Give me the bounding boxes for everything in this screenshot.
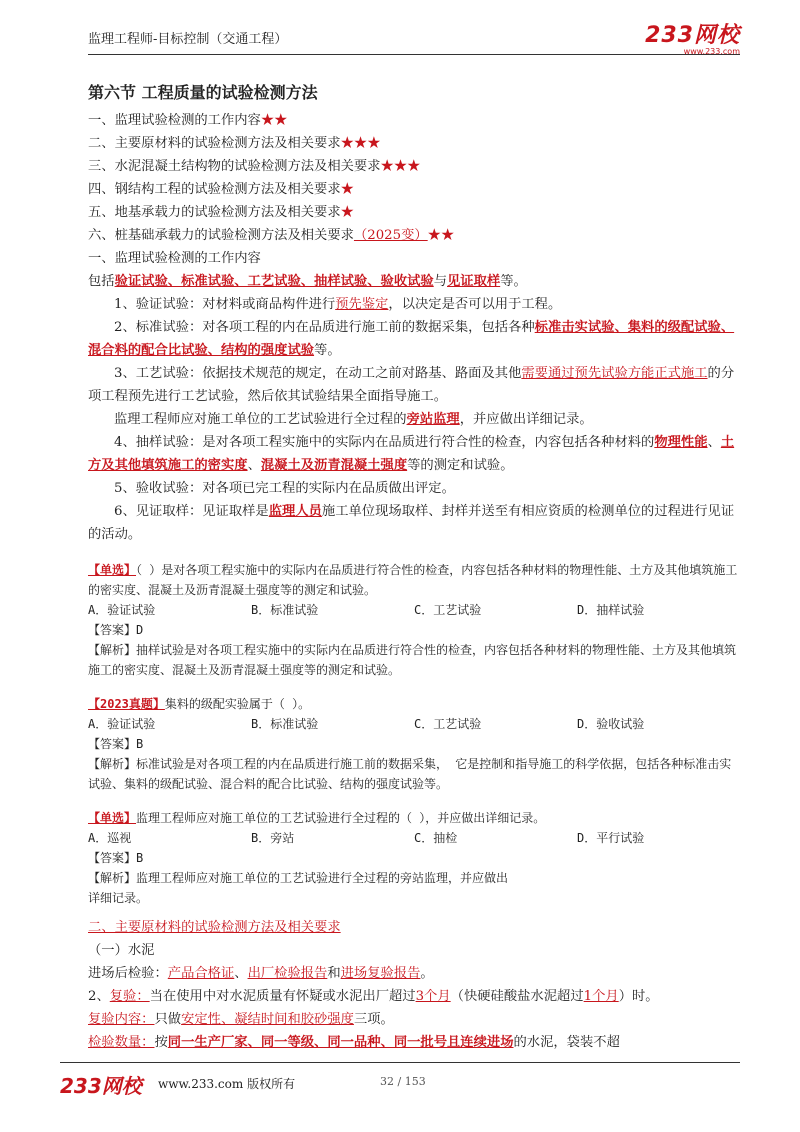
question-options — [88, 600, 740, 620]
question-options — [88, 714, 740, 734]
section-title: 第六节 工程质量的试验检测方法 — [88, 83, 318, 102]
logo-url: www.233.com — [683, 47, 740, 56]
part2-heading: 二、主要原材料的试验检测方法及相关要求 — [88, 920, 341, 935]
para-standard: 2、标准试验：对各项工程的内在品质进行施工前的数据采集，包括各种标准击实试验、集料的级配试验、混合料的配合比试验、结构的强度试验等。 — [88, 320, 735, 358]
para-process: 3、工艺试验：依据技术规范的规定，在动工之前对路基、路面及其他需要通过预先试验方能正式施工的分项工程预先进行工艺试验，然后依其试验结果全面指导施工。 — [88, 366, 735, 404]
option-b: B．标准试验 — [251, 603, 319, 617]
toc-item: 五、地基承载力的试验检测方法及相关要求★ — [88, 205, 354, 220]
toc-item: 六、桩基础承载力的试验检测方法及相关要求（2025变）★★ — [88, 228, 455, 243]
question-3 — [88, 808, 740, 908]
question-options — [88, 828, 740, 848]
option-c: C．工艺试验 — [414, 717, 482, 731]
question-1 — [88, 560, 740, 680]
footer-logo: 233网校 — [60, 1074, 142, 1098]
toc-item: 三、水泥混凝土结构物的试验检测方法及相关要求★★★ — [88, 159, 421, 174]
question-analysis: 【解析】标准试验是对各项工程的内在品质进行施工前的数据采集， 它是控制和指导施工的科学依据，包括各种标准击实试验、集料的级配试验、混合料的配合比试验、结构的强度试验等。 — [88, 757, 732, 791]
toc-item: 四、钢结构工程的试验检测方法及相关要求★ — [88, 182, 354, 197]
cement-retest-content: 复验内容：只做安定性、凝结时间和胶砂强度三项。 — [88, 1012, 394, 1027]
option-d: D．抽样试验 — [577, 603, 645, 617]
footer-rule — [60, 1062, 740, 1063]
cement-quantity: 检验数量：按同一生产厂家、同一等级、同一品种、同一批号且连续进场的水泥，袋装不超 — [88, 1035, 620, 1050]
brand-logo — [645, 18, 740, 56]
header-rule — [88, 54, 740, 55]
cement-retest: 2、复验：当在使用中对水泥质量有怀疑或水泥出厂超过3个月（快硬硅酸盐水泥超过1个月）时。 — [88, 989, 659, 1004]
para-verification: 1、验证试验：对材料或商品构件进行预先鉴定，以决定是否可以用于工程。 — [114, 297, 562, 312]
question-stem: 【2023真题】集料的级配实验属于（ ）。 — [88, 697, 311, 711]
question-analysis: 【解析】抽样试验是对各项工程实施中的实际内在品质进行符合性的检查，内容包括各种材料的物理性能、土方及其他填筑施工的密实度、混凝土及沥青混凝土强度等的测定和试验。 — [88, 643, 737, 677]
part1-intro: 包括验证试验、标准试验、工艺试验、抽样试验、验收试验与见证取样等。 — [88, 274, 527, 289]
option-a: A．验证试验 — [88, 603, 156, 617]
logo-text: 233网校 — [645, 23, 740, 48]
question-answer: 【答案】B — [88, 737, 144, 751]
question-answer: 【答案】D — [88, 623, 144, 637]
footer-copyright: www.233.com 版权所有 — [158, 1077, 296, 1091]
option-b: B．旁站 — [251, 831, 295, 845]
page-content — [88, 80, 740, 1054]
option-c: C．抽检 — [414, 831, 458, 845]
option-d: D．验收试验 — [577, 717, 645, 731]
option-d: D．平行试验 — [577, 831, 645, 845]
part2-subheading: （一）水泥 — [88, 943, 155, 958]
cement-inspection: 进场后检验：产品合格证、出厂检验报告和进场复验报告。 — [88, 966, 434, 981]
question-2 — [88, 694, 740, 794]
page-number: 32 / 153 — [380, 1075, 426, 1088]
para-sampling: 4、抽样试验：是对各项工程实施中的实际内在品质进行符合性的检查，内容包括各种材料的物理性能、土方及其他填筑施工的密实度、混凝土及沥青混凝土强度等的测定和试验。 — [88, 435, 735, 473]
toc-item: 二、主要原材料的试验检测方法及相关要求★★★ — [88, 136, 381, 151]
para-process-supervision: 监理工程师应对施工单位的工艺试验进行全过程的旁站监理，并应做出详细记录。 — [114, 412, 593, 427]
option-a: A．巡视 — [88, 831, 132, 845]
running-header: 监理工程师-目标控制（交通工程） — [88, 32, 288, 47]
toc-list — [88, 109, 740, 247]
option-a: A．验证试验 — [88, 717, 156, 731]
para-acceptance: 5、验收试验：对各项已完工程的实际内在品质做出评定。 — [114, 481, 455, 496]
question-answer: 【答案】B — [88, 851, 144, 865]
part1-heading: 一、监理试验检测的工作内容 — [88, 251, 261, 266]
para-witness: 6、见证取样：见证取样是监理人员施工单位现场取样、封样并送至有相应资质的检测单位的过程进行见证的活动。 — [88, 504, 735, 542]
question-analysis: 【解析】监理工程师应对施工单位的工艺试验进行全过程的旁站监理，并应做出详细记录。 — [88, 871, 509, 905]
option-b: B．标准试验 — [251, 717, 319, 731]
question-stem: 【单选】（ ）是对各项工程实施中的实际内在品质进行符合性的检查，内容包括各种材料的物理性能、土方及其他填筑施工的密实度、混凝土及沥青混凝土强度等的测定和试验。 — [88, 563, 738, 597]
question-stem: 【单选】监理工程师应对施工单位的工艺试验进行全过程的（ ），并应做出详细记录。 — [88, 811, 546, 825]
toc-item: 一、监理试验检测的工作内容★★ — [88, 113, 288, 128]
option-c: C．工艺试验 — [414, 603, 482, 617]
